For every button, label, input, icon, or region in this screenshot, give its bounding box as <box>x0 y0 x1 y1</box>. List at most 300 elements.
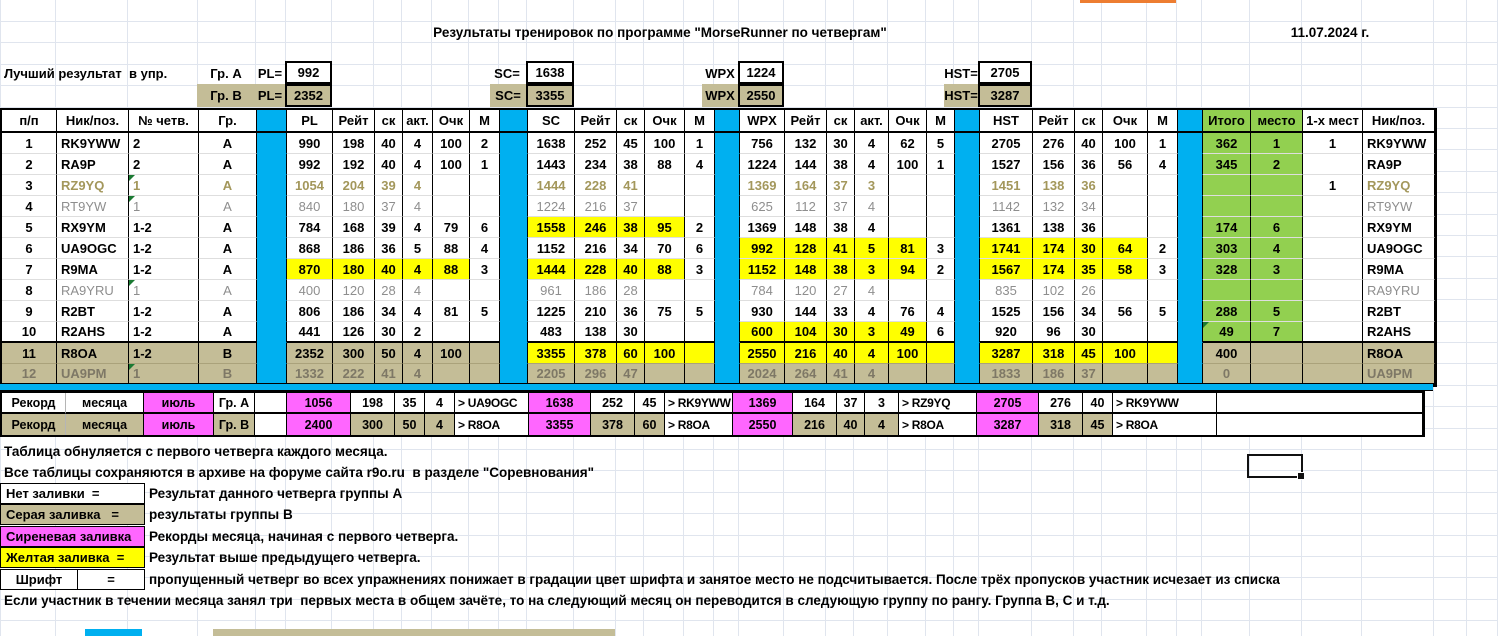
note-reset[interactable]: Таблица обнуляется с первого четверга каждого месяца. <box>4 444 388 459</box>
row-num[interactable]: 3 <box>2 175 57 196</box>
place-cell[interactable]: 7 <box>1251 322 1303 343</box>
nick-cell[interactable]: UA9OGC <box>57 238 129 259</box>
sc-value[interactable] <box>645 322 685 343</box>
separator-cell[interactable] <box>257 133 287 154</box>
col-header-firsts[interactable]: 1-х мест <box>1303 110 1363 133</box>
record-pl-value[interactable]: 300 <box>351 414 395 435</box>
separator-cell[interactable] <box>500 238 528 259</box>
firsts-cell[interactable] <box>1303 154 1363 175</box>
thursday-cell[interactable]: 1-2 <box>129 301 199 322</box>
hst-value[interactable]: 36 <box>1075 175 1103 196</box>
legend-key-font-eq[interactable]: = <box>77 569 145 590</box>
record-label[interactable]: Рекорд <box>2 393 66 414</box>
separator-cell[interactable] <box>257 280 287 301</box>
hst-place[interactable] <box>1148 280 1178 301</box>
hst-place[interactable] <box>1148 364 1178 385</box>
separator-cell[interactable] <box>715 364 740 385</box>
separator-cell[interactable] <box>715 343 740 364</box>
hst-place[interactable] <box>1148 217 1178 238</box>
wpx-value[interactable]: 81 <box>889 238 927 259</box>
thursday-cell[interactable]: 1 <box>129 364 199 385</box>
hst-value[interactable]: 58 <box>1103 259 1148 280</box>
firsts-cell[interactable] <box>1303 301 1363 322</box>
col-header-pl[interactable]: PL <box>287 110 333 133</box>
best-sc-a[interactable]: 1638 <box>526 61 574 84</box>
sc-value[interactable]: 95 <box>645 217 685 238</box>
total-cell[interactable] <box>1203 196 1251 217</box>
col-header-sc-reit[interactable]: Рейт <box>575 110 617 133</box>
wpx-value[interactable]: 625 <box>740 196 785 217</box>
best-wpx-b[interactable]: 2550 <box>738 84 784 107</box>
separator-cell[interactable] <box>1178 133 1203 154</box>
pl-value[interactable]: 4 <box>403 154 433 175</box>
footer-note[interactable]: Если участник в течении месяца занял три первых места в общем зачёте, то на следующий месяц он переводится в следующую группу по рангу. Группа В, С и т.д. <box>4 593 1110 608</box>
place-cell[interactable]: 5 <box>1251 301 1303 322</box>
pl-value[interactable]: 192 <box>333 154 375 175</box>
total-cell[interactable]: 0 <box>1203 364 1251 385</box>
wpx-value[interactable]: 4 <box>855 133 889 154</box>
legend-key-font[interactable]: Шрифт <box>0 569 78 590</box>
wpx-value[interactable]: 38 <box>827 217 855 238</box>
record-hst-value[interactable]: 45 <box>1083 414 1113 435</box>
sc-value[interactable]: 186 <box>575 280 617 301</box>
wpx-value[interactable]: 992 <box>740 238 785 259</box>
wpx-value[interactable] <box>889 280 927 301</box>
record-pl-holder[interactable]: > UA9OGC <box>455 393 529 414</box>
record-hst-value[interactable]: 276 <box>1039 393 1083 414</box>
separator-cell[interactable] <box>257 238 287 259</box>
hst-value[interactable]: 276 <box>1033 133 1075 154</box>
record-empty[interactable] <box>255 393 287 414</box>
hst-value[interactable]: 156 <box>1033 301 1075 322</box>
nick-cell[interactable]: R2BT <box>57 301 129 322</box>
record-sc-value[interactable]: 3355 <box>529 414 591 435</box>
wpx-value[interactable]: 30 <box>827 322 855 343</box>
pl-value[interactable]: 34 <box>375 301 403 322</box>
pl-value[interactable]: 186 <box>333 238 375 259</box>
col-header-sc-m[interactable]: М <box>685 110 715 133</box>
nick-cell-right[interactable]: R9MA <box>1363 259 1435 280</box>
record-pl-value[interactable]: 1056 <box>287 393 351 414</box>
sc-value[interactable]: 38 <box>617 154 645 175</box>
hst-value[interactable]: 174 <box>1033 259 1075 280</box>
separator-cell[interactable] <box>955 343 980 364</box>
sc-value[interactable]: 296 <box>575 364 617 385</box>
row-num[interactable]: 4 <box>2 196 57 217</box>
firsts-cell[interactable] <box>1303 196 1363 217</box>
nick-cell[interactable]: R8OA <box>57 343 129 364</box>
col-header-pl-m[interactable]: М <box>470 110 500 133</box>
group-cell[interactable]: А <box>199 217 257 238</box>
pl-value[interactable]: 40 <box>375 154 403 175</box>
pl-place[interactable]: 5 <box>470 301 500 322</box>
sc-value[interactable]: 30 <box>617 322 645 343</box>
pl-value[interactable]: 4 <box>403 301 433 322</box>
pl-value[interactable]: 870 <box>287 259 333 280</box>
separator-cell[interactable] <box>955 196 980 217</box>
hst-value[interactable]: 45 <box>1075 343 1103 364</box>
separator-cell[interactable] <box>955 133 980 154</box>
legend-desc[interactable]: Результат выше предыдущего четверга. <box>149 550 421 565</box>
record-month[interactable]: июль <box>144 414 214 435</box>
best-sc-b[interactable]: 3355 <box>526 84 574 107</box>
group-cell[interactable]: А <box>199 259 257 280</box>
group-cell[interactable]: А <box>199 154 257 175</box>
hst-value[interactable]: 102 <box>1033 280 1075 301</box>
row-num[interactable]: 8 <box>2 280 57 301</box>
wpx-value[interactable]: 4 <box>855 217 889 238</box>
pl-value[interactable]: 41 <box>375 364 403 385</box>
wpx-value[interactable]: 1152 <box>740 259 785 280</box>
thursday-cell[interactable]: 1 <box>129 175 199 196</box>
col-header-sc-sk[interactable]: ск <box>617 110 645 133</box>
separator-cell[interactable] <box>1178 280 1203 301</box>
separator-cell[interactable] <box>500 343 528 364</box>
hst-value[interactable]: 34 <box>1075 301 1103 322</box>
total-cell[interactable]: 328 <box>1203 259 1251 280</box>
wpx-value[interactable]: 4 <box>855 154 889 175</box>
nick-cell[interactable]: RX9YM <box>57 217 129 238</box>
best-pl-a[interactable]: 992 <box>285 61 332 84</box>
hst-value[interactable] <box>1103 364 1148 385</box>
hst-place[interactable] <box>1148 196 1178 217</box>
date-cell[interactable]: 11.07.2024 г. <box>1290 25 1370 40</box>
nick-cell-right[interactable]: RZ9YQ <box>1363 175 1435 196</box>
sc-value[interactable]: 1444 <box>528 175 575 196</box>
record-sc-value[interactable]: 1638 <box>529 393 591 414</box>
record-wpx-value[interactable]: 3 <box>865 393 899 414</box>
wpx-place[interactable] <box>927 364 955 385</box>
separator-cell[interactable] <box>1178 259 1203 280</box>
sc-place[interactable] <box>685 322 715 343</box>
sc-place[interactable] <box>685 280 715 301</box>
hst-value[interactable] <box>1103 196 1148 217</box>
sc-place[interactable] <box>685 343 715 364</box>
record-sc-holder[interactable]: > RK9YWW <box>665 393 733 414</box>
separator-cell[interactable] <box>955 238 980 259</box>
nick-cell-right[interactable]: RA9P <box>1363 154 1435 175</box>
wpx-place[interactable] <box>927 175 955 196</box>
col-header-wpx-akt[interactable]: акт. <box>855 110 889 133</box>
pl-value[interactable]: 36 <box>375 238 403 259</box>
nick-cell[interactable]: R9MA <box>57 259 129 280</box>
record-label-2[interactable]: месяца <box>66 393 144 414</box>
wpx-place[interactable] <box>927 280 955 301</box>
pl-value[interactable]: 28 <box>375 280 403 301</box>
pl-place[interactable]: 1 <box>470 154 500 175</box>
separator-column[interactable] <box>1178 110 1203 133</box>
wpx-value[interactable]: 100 <box>889 343 927 364</box>
col-header-place[interactable]: место <box>1251 110 1303 133</box>
wpx-label-a[interactable]: WPX <box>705 65 735 81</box>
hst-value[interactable]: 174 <box>1033 238 1075 259</box>
record-sc-value[interactable]: 45 <box>635 393 665 414</box>
separator-cell[interactable] <box>1178 343 1203 364</box>
record-tail[interactable] <box>1217 393 1423 414</box>
sc-value[interactable]: 216 <box>575 196 617 217</box>
record-wpx-value[interactable]: 37 <box>837 393 865 414</box>
legend-desc[interactable]: результаты группы В <box>149 507 293 522</box>
sc-value[interactable]: 100 <box>645 133 685 154</box>
sc-value[interactable] <box>645 175 685 196</box>
record-label[interactable]: Рекорд <box>2 414 66 435</box>
hst-place[interactable]: 1 <box>1148 133 1178 154</box>
separator-cell[interactable] <box>500 301 528 322</box>
wpx-label-b[interactable]: WPX <box>702 84 738 107</box>
total-cell[interactable]: 49 <box>1203 322 1251 343</box>
col-header-grp[interactable]: Гр. <box>199 110 257 133</box>
wpx-value[interactable]: 112 <box>785 196 827 217</box>
separator-cell[interactable] <box>955 217 980 238</box>
sc-value[interactable]: 1443 <box>528 154 575 175</box>
col-header-hst-ochk[interactable]: Очк <box>1103 110 1148 133</box>
sc-place[interactable] <box>685 175 715 196</box>
separator-cell[interactable] <box>955 322 980 343</box>
sc-value[interactable]: 1444 <box>528 259 575 280</box>
sc-label-a[interactable]: SC= <box>494 65 520 81</box>
wpx-place[interactable]: 6 <box>927 322 955 343</box>
best-hst-b[interactable]: 3287 <box>978 84 1032 107</box>
pl-value[interactable]: 4 <box>403 280 433 301</box>
record-wpx-value[interactable]: 2550 <box>733 414 793 435</box>
pl-value[interactable]: 806 <box>287 301 333 322</box>
hst-value[interactable]: 30 <box>1075 322 1103 343</box>
wpx-place[interactable] <box>927 343 955 364</box>
wpx-value[interactable]: 144 <box>785 301 827 322</box>
wpx-value[interactable]: 3 <box>855 259 889 280</box>
separator-cell[interactable] <box>715 259 740 280</box>
row-num[interactable]: 6 <box>2 238 57 259</box>
record-sc-value[interactable]: 60 <box>635 414 665 435</box>
best-result-label[interactable]: Лучший результат в упр. <box>4 65 168 81</box>
pl-value[interactable]: 100 <box>433 154 470 175</box>
hst-value[interactable]: 1567 <box>980 259 1033 280</box>
thursday-cell[interactable]: 1-2 <box>129 322 199 343</box>
wpx-value[interactable]: 930 <box>740 301 785 322</box>
wpx-value[interactable]: 216 <box>785 343 827 364</box>
separator-cell[interactable] <box>500 175 528 196</box>
wpx-value[interactable] <box>889 364 927 385</box>
firsts-cell[interactable]: 1 <box>1303 175 1363 196</box>
pl-value[interactable]: 992 <box>287 154 333 175</box>
sc-value[interactable] <box>645 196 685 217</box>
legend-desc[interactable]: пропущенный четверг во всех упражнениях понижает в градации цвет шрифта и занятое место не подсчитывается. После трёх пропусков участник исчезает из списка <box>149 572 1280 587</box>
nick-cell-right[interactable]: RX9YM <box>1363 217 1435 238</box>
separator-cell[interactable] <box>715 133 740 154</box>
separator-column[interactable] <box>257 110 287 133</box>
pl-value[interactable]: 4 <box>403 217 433 238</box>
nick-cell[interactable]: RA9P <box>57 154 129 175</box>
pl-value[interactable]: 840 <box>287 196 333 217</box>
separator-column[interactable] <box>500 110 528 133</box>
page-title[interactable]: Результаты тренировок по программе "MorseRunner по четвергам" <box>433 25 887 40</box>
pl-value[interactable] <box>433 175 470 196</box>
nick-cell[interactable]: R2AHS <box>57 322 129 343</box>
hst-value[interactable]: 1451 <box>980 175 1033 196</box>
place-cell[interactable]: 6 <box>1251 217 1303 238</box>
separator-cell[interactable] <box>257 217 287 238</box>
record-pl-value[interactable]: 2400 <box>287 414 351 435</box>
wpx-value[interactable] <box>889 217 927 238</box>
wpx-value[interactable] <box>889 196 927 217</box>
firsts-cell[interactable] <box>1303 322 1363 343</box>
pl-value[interactable]: 990 <box>287 133 333 154</box>
wpx-value[interactable]: 4 <box>855 196 889 217</box>
legend-key-none[interactable]: Нет заливки = <box>0 483 145 504</box>
separator-cell[interactable] <box>715 238 740 259</box>
wpx-value[interactable]: 38 <box>827 259 855 280</box>
record-tail[interactable] <box>1217 414 1423 435</box>
sc-value[interactable]: 47 <box>617 364 645 385</box>
separator-cell[interactable] <box>955 175 980 196</box>
pl-value[interactable]: 180 <box>333 259 375 280</box>
hst-value[interactable]: 1525 <box>980 301 1033 322</box>
wpx-value[interactable] <box>889 175 927 196</box>
best-pl-b[interactable]: 2352 <box>285 84 332 107</box>
place-cell[interactable] <box>1251 196 1303 217</box>
pl-value[interactable]: 2 <box>403 322 433 343</box>
col-header-wpx-m[interactable]: М <box>927 110 955 133</box>
hst-place[interactable] <box>1148 343 1178 364</box>
col-header-pl-akt[interactable]: акт. <box>403 110 433 133</box>
record-hst-value[interactable]: 40 <box>1083 393 1113 414</box>
record-month[interactable]: июль <box>144 393 214 414</box>
separator-cell[interactable] <box>257 301 287 322</box>
wpx-value[interactable]: 784 <box>740 280 785 301</box>
hst-value[interactable]: 30 <box>1075 238 1103 259</box>
sc-place[interactable]: 5 <box>685 301 715 322</box>
thursday-cell[interactable]: 1 <box>129 280 199 301</box>
col-header-num[interactable]: п/п <box>2 110 57 133</box>
wpx-value[interactable]: 128 <box>785 238 827 259</box>
separator-cell[interactable] <box>1178 364 1203 385</box>
separator-cell[interactable] <box>500 133 528 154</box>
hst-value[interactable]: 37 <box>1075 364 1103 385</box>
pl-value[interactable]: 204 <box>333 175 375 196</box>
legend-key-pink[interactable]: Сиреневая заливка <box>0 526 145 547</box>
pl-value[interactable]: 88 <box>433 259 470 280</box>
record-hst-value[interactable]: 2705 <box>977 393 1039 414</box>
record-hst-value[interactable]: 3287 <box>977 414 1039 435</box>
separator-cell[interactable] <box>955 301 980 322</box>
separator-cell[interactable] <box>955 154 980 175</box>
best-hst-a[interactable]: 2705 <box>978 61 1032 84</box>
wpx-value[interactable]: 3 <box>855 322 889 343</box>
pl-label-b[interactable]: PL= <box>257 88 283 103</box>
wpx-place[interactable] <box>927 196 955 217</box>
hst-value[interactable]: 56 <box>1103 301 1148 322</box>
hst-label-b[interactable]: HST= <box>944 84 978 107</box>
separator-cell[interactable] <box>500 217 528 238</box>
record-hst-holder[interactable]: > RK9YWW <box>1113 393 1217 414</box>
hst-value[interactable]: 1833 <box>980 364 1033 385</box>
best-wpx-a[interactable]: 1224 <box>738 61 784 84</box>
pl-place[interactable] <box>470 196 500 217</box>
separator-cell[interactable] <box>715 196 740 217</box>
pl-place[interactable] <box>470 175 500 196</box>
nick-cell-right[interactable]: UA9OGC <box>1363 238 1435 259</box>
pl-value[interactable]: 126 <box>333 322 375 343</box>
separator-cell[interactable] <box>715 280 740 301</box>
pl-value[interactable] <box>433 280 470 301</box>
separator-cell[interactable] <box>500 364 528 385</box>
col-header-hst-sk[interactable]: ск <box>1075 110 1103 133</box>
group-cell[interactable]: В <box>199 343 257 364</box>
wpx-value[interactable]: 4 <box>855 364 889 385</box>
col-header-pl-ochk[interactable]: Очк <box>433 110 470 133</box>
sc-place[interactable]: 3 <box>685 259 715 280</box>
pl-value[interactable]: 222 <box>333 364 375 385</box>
thursday-cell[interactable]: 1 <box>129 196 199 217</box>
hst-value[interactable]: 100 <box>1103 343 1148 364</box>
wpx-value[interactable]: 76 <box>889 301 927 322</box>
wpx-place[interactable]: 1 <box>927 154 955 175</box>
hst-value[interactable]: 96 <box>1033 322 1075 343</box>
hst-value[interactable] <box>1103 322 1148 343</box>
pl-value[interactable]: 784 <box>287 217 333 238</box>
separator-cell[interactable] <box>1178 196 1203 217</box>
legend-key-yellow[interactable]: Желтая заливка = <box>0 547 145 568</box>
nick-cell-right[interactable]: RA9YRU <box>1363 280 1435 301</box>
group-cell[interactable]: А <box>199 133 257 154</box>
pl-place[interactable]: 4 <box>470 238 500 259</box>
separator-cell[interactable] <box>955 280 980 301</box>
wpx-value[interactable]: 144 <box>785 154 827 175</box>
group-cell[interactable]: А <box>199 238 257 259</box>
record-pl-value[interactable]: 4 <box>425 414 455 435</box>
nick-cell-right[interactable]: UA9PM <box>1363 364 1435 385</box>
separator-cell[interactable] <box>715 322 740 343</box>
pl-place[interactable] <box>470 364 500 385</box>
sc-value[interactable] <box>645 364 685 385</box>
wpx-value[interactable]: 40 <box>827 343 855 364</box>
sc-value[interactable]: 210 <box>575 301 617 322</box>
wpx-value[interactable]: 148 <box>785 259 827 280</box>
pl-value[interactable]: 100 <box>433 133 470 154</box>
pl-value[interactable]: 2352 <box>287 343 333 364</box>
hst-value[interactable]: 156 <box>1033 154 1075 175</box>
hst-value[interactable]: 1527 <box>980 154 1033 175</box>
row-num[interactable]: 11 <box>2 343 57 364</box>
wpx-value[interactable]: 264 <box>785 364 827 385</box>
thursday-cell[interactable]: 1-2 <box>129 343 199 364</box>
pl-value[interactable]: 50 <box>375 343 403 364</box>
row-num[interactable]: 7 <box>2 259 57 280</box>
group-cell[interactable]: А <box>199 196 257 217</box>
record-pl-value[interactable]: 4 <box>425 393 455 414</box>
wpx-value[interactable]: 30 <box>827 133 855 154</box>
wpx-value[interactable]: 2024 <box>740 364 785 385</box>
sc-value[interactable]: 37 <box>617 196 645 217</box>
sc-value[interactable]: 1152 <box>528 238 575 259</box>
thursday-cell[interactable]: 2 <box>129 154 199 175</box>
col-header-nick[interactable]: Ник/поз. <box>57 110 129 133</box>
pl-value[interactable]: 88 <box>433 238 470 259</box>
record-sc-holder[interactable]: > R8OA <box>665 414 733 435</box>
wpx-value[interactable]: 49 <box>889 322 927 343</box>
pl-value[interactable] <box>433 196 470 217</box>
firsts-cell[interactable] <box>1303 280 1363 301</box>
sc-value[interactable] <box>645 280 685 301</box>
wpx-value[interactable]: 94 <box>889 259 927 280</box>
col-header-wpx-reit[interactable]: Рейт <box>785 110 827 133</box>
wpx-value[interactable]: 27 <box>827 280 855 301</box>
hst-value[interactable]: 2705 <box>980 133 1033 154</box>
sc-value[interactable]: 75 <box>645 301 685 322</box>
wpx-value[interactable]: 132 <box>785 133 827 154</box>
thursday-cell[interactable]: 1-2 <box>129 259 199 280</box>
separator-cell[interactable] <box>1178 301 1203 322</box>
